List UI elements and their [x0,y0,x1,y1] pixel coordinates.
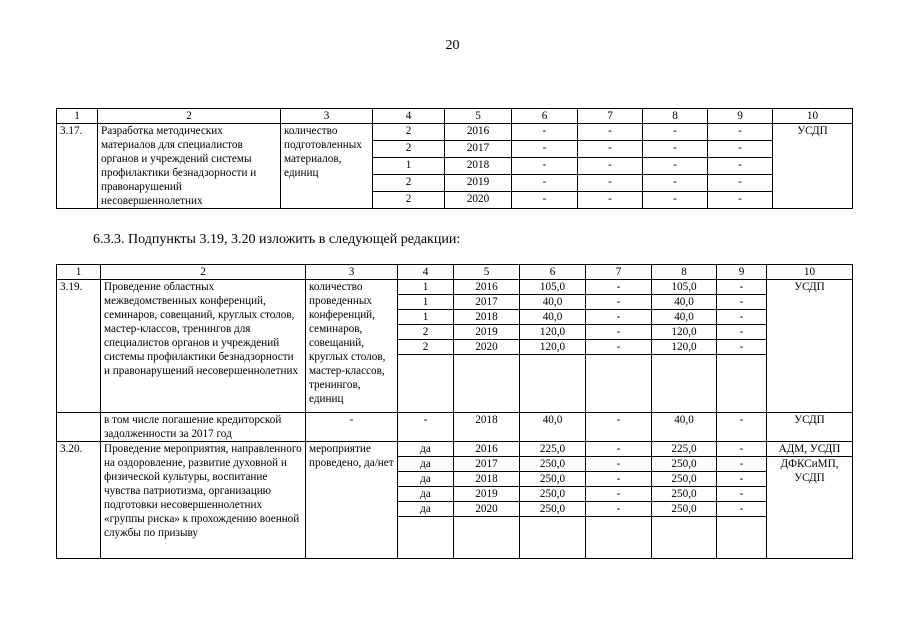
amount-cell: 250,0 [520,472,586,487]
amount-cell: - [708,124,773,141]
amount-cell: - [512,192,578,209]
indicator-value: 1 [373,158,445,175]
table-row [57,124,853,141]
empty-cell [717,355,767,413]
amount-cell: - [717,325,767,340]
amount-cell: - [717,310,767,325]
amount-cell: 225,0 [520,442,586,457]
amount-cell: - [708,175,773,192]
year-cell: 2019 [454,487,520,502]
amount-cell: - [512,175,578,192]
measure-name: Проведение областных межведомственных конференций, семинаров, совещаний, круглых столов, мастер-классов, тренингов для специалистов органов и учреждений системы профилактики безнадзорности и правонарушений несовершеннолетних [101,280,306,413]
header-cell: 9 [717,265,767,280]
executor-cell: УСДП [767,413,853,442]
empty-cell [520,517,586,559]
amount-cell: - [586,472,652,487]
amount-cell: 250,0 [652,502,717,517]
year-cell: 2017 [454,295,520,310]
indicator-name: количество проведенных конференций, семинаров, совещаний, круглых столов, мастер-классов, тренингов, единиц [306,280,398,413]
amount-cell: - [708,158,773,175]
indicator-value: да [398,457,454,472]
year-cell: 2016 [454,280,520,295]
amount-cell: - [717,295,767,310]
amount-cell: - [717,340,767,355]
year-cell: 2020 [454,340,520,355]
empty-cell [454,517,520,559]
indicator-value: 2 [398,340,454,355]
indicator-value: да [398,442,454,457]
indicator-value: 2 [373,141,445,158]
amount-cell: - [512,158,578,175]
empty-cell [717,517,767,559]
amount-cell: 40,0 [520,413,586,442]
measures-table-2 [56,264,853,559]
year-cell: 2018 [445,158,512,175]
amount-cell: - [717,280,767,295]
indicator-value: - [398,413,454,442]
indicator-value: да [398,472,454,487]
executor-cell: ДФКСиМП, УСДП [767,457,853,559]
indicator-value: 1 [398,310,454,325]
measure-name: Разработка методических материалов для специалистов органов и учреждений системы профилактики безнадзорности и правонарушений несовершеннолетних [98,124,281,209]
empty-cell [586,355,652,413]
executor-cell: АДМ, УСДП [767,442,853,457]
indicator-value: да [398,487,454,502]
indicator-value: да [398,502,454,517]
empty-cell [57,413,101,442]
amount-cell: 105,0 [520,280,586,295]
executor-cell: УСДП [773,124,853,209]
amount-cell: - [717,413,767,442]
year-cell: 2020 [445,192,512,209]
amount-cell: - [586,457,652,472]
header-cell: 8 [652,265,717,280]
executor-cell: УСДП [767,280,853,413]
year-cell: 2016 [445,124,512,141]
measure-name: Проведение мероприятия, направленного на оздоровление, развитие духовной и физической культуры, воспитание чувства патриотизма, организацию подготовки несовершеннолетних «группы риска» к прохождению военной службы по призыву [101,442,306,559]
amount-cell: - [512,141,578,158]
amount-cell: - [586,340,652,355]
amount-cell: - [708,141,773,158]
indicator-value: 2 [373,124,445,141]
indicator-name: мероприятие проведено, да/нет [306,442,398,559]
header-cell: 1 [57,109,98,124]
indicator-name: - [306,413,398,442]
amount-cell: - [643,158,708,175]
empty-cell [520,355,586,413]
header-cell: 3 [281,109,373,124]
amount-cell: 250,0 [520,487,586,502]
amount-cell: 250,0 [652,472,717,487]
table-row [57,413,853,442]
header-cell: 4 [373,109,445,124]
header-cell: 10 [767,265,853,280]
amount-cell: 225,0 [652,442,717,457]
year-cell: 2019 [445,175,512,192]
amount-cell: - [578,158,643,175]
amount-cell: 40,0 [520,310,586,325]
header-cell: 2 [101,265,306,280]
amount-cell: - [586,325,652,340]
amount-cell: - [643,175,708,192]
amount-cell: 120,0 [520,340,586,355]
header-cell: 3 [306,265,398,280]
header-cell: 6 [512,109,578,124]
measures-table-1 [56,108,853,209]
indicator-name: количество подготовленных материалов, единиц [281,124,373,209]
indicator-value: 2 [398,325,454,340]
amount-cell: - [717,442,767,457]
amount-cell: 40,0 [652,295,717,310]
amount-cell: - [643,192,708,209]
measure-name: в том числе погашение кредиторской задолженности за 2017 год [101,413,306,442]
empty-cell [652,355,717,413]
amount-cell: 250,0 [520,502,586,517]
amount-cell: - [643,141,708,158]
indicator-value: 1 [398,280,454,295]
header-cell: 1 [57,265,101,280]
empty-cell [586,517,652,559]
amount-cell: 40,0 [652,413,717,442]
amount-cell: - [586,502,652,517]
header-cell: 4 [398,265,454,280]
amount-cell: 120,0 [652,340,717,355]
year-cell: 2017 [445,141,512,158]
header-cell: 7 [586,265,652,280]
year-cell: 2018 [454,413,520,442]
amount-cell: - [578,141,643,158]
indicator-value: 2 [373,192,445,209]
amount-cell: 250,0 [652,457,717,472]
amount-cell: - [643,124,708,141]
amount-cell: 250,0 [520,457,586,472]
header-row [57,265,853,280]
header-cell: 10 [773,109,853,124]
amount-cell: - [717,457,767,472]
indicator-value: 2 [373,175,445,192]
amount-cell: - [717,487,767,502]
amount-cell: - [578,192,643,209]
empty-cell [398,517,454,559]
amount-cell: - [586,310,652,325]
table-row [57,442,853,457]
year-cell: 2020 [454,502,520,517]
amount-cell: - [708,192,773,209]
page-number: 20 [445,38,460,53]
amount-cell: 40,0 [520,295,586,310]
header-cell: 8 [643,109,708,124]
header-cell: 6 [520,265,586,280]
indicator-value: 1 [398,295,454,310]
section-heading: 6.3.3. Подпункты 3.19, 3.20 изложить в следующей редакции: [93,232,461,247]
year-cell: 2019 [454,325,520,340]
header-cell: 2 [98,109,281,124]
header-cell: 7 [578,109,643,124]
table-row [57,280,853,295]
year-cell: 2018 [454,310,520,325]
empty-cell [454,355,520,413]
amount-cell: - [717,502,767,517]
amount-cell: - [586,442,652,457]
amount-cell: - [586,295,652,310]
amount-cell: - [578,175,643,192]
amount-cell: 120,0 [520,325,586,340]
amount-cell: - [717,472,767,487]
header-cell: 5 [454,265,520,280]
amount-cell: 105,0 [652,280,717,295]
empty-cell [398,355,454,413]
amount-cell: - [512,124,578,141]
header-cell: 5 [445,109,512,124]
amount-cell: - [586,413,652,442]
item-number: 3.19. [57,280,101,413]
amount-cell: 250,0 [652,487,717,502]
amount-cell: - [586,280,652,295]
amount-cell: - [586,487,652,502]
year-cell: 2017 [454,457,520,472]
item-number: 3.17. [57,124,98,209]
year-cell: 2016 [454,442,520,457]
header-row [57,109,853,124]
header-cell: 9 [708,109,773,124]
year-cell: 2018 [454,472,520,487]
amount-cell: - [578,124,643,141]
amount-cell: 40,0 [652,310,717,325]
item-number: 3.20. [57,442,101,559]
amount-cell: 120,0 [652,325,717,340]
empty-cell [652,517,717,559]
